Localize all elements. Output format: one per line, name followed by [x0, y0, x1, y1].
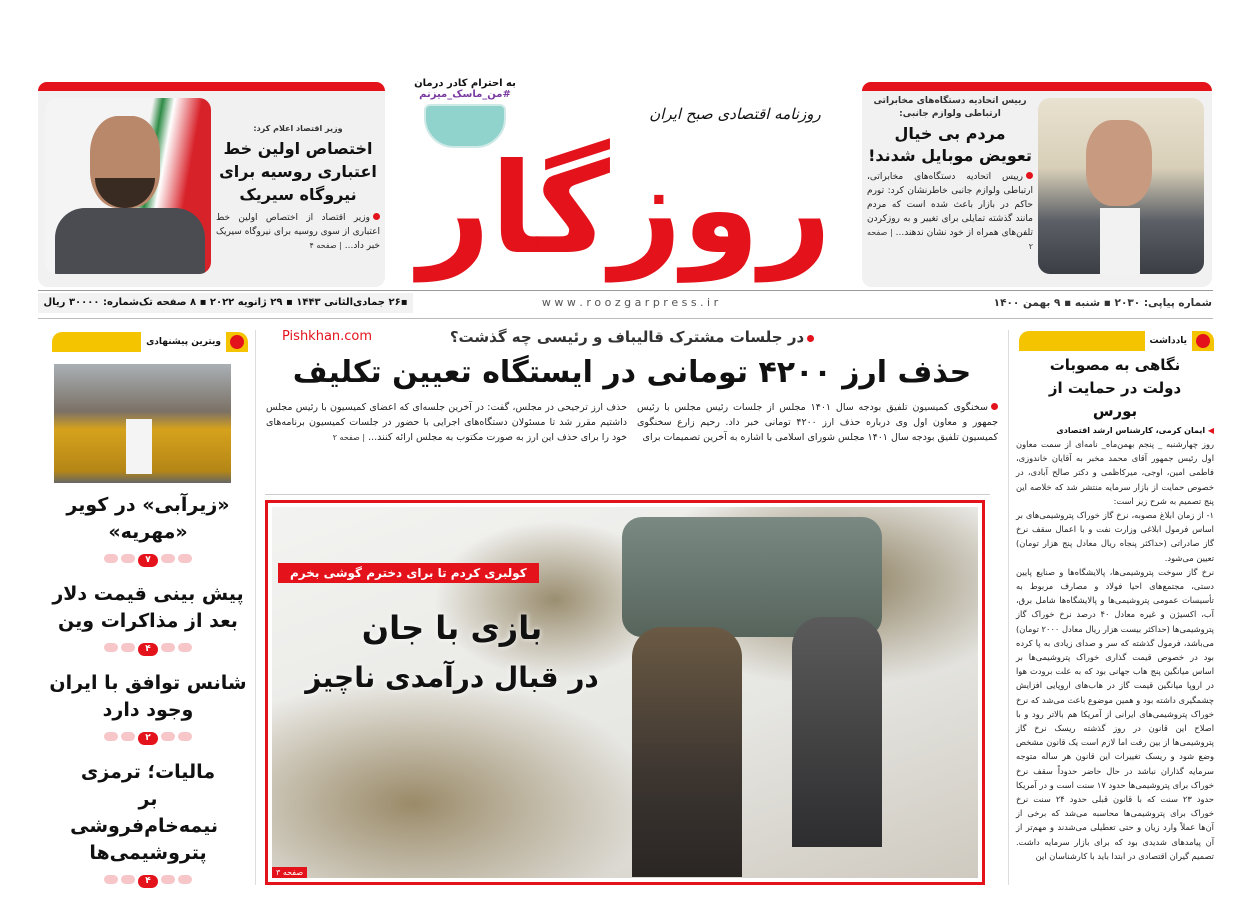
person-photo	[1038, 98, 1204, 274]
protest-photo	[54, 364, 231, 483]
lead-kicker: در جلسات مشترک قالیباف و رئیسی چه گذشت؟	[449, 328, 805, 346]
newspaper-logo: روزگار	[418, 137, 832, 282]
story-tag: کولبری کردم تا برای دخترم گوشی بخرم	[278, 563, 539, 583]
headline: اختصاص اولین خط اعتباری روسیه برای نیروگاه سیریک	[219, 139, 377, 204]
lead-text-col2: حذف ارز ترجیحی در مجلس، گفت: در آخرین جلسه‌ای که اعضای کمیسیون با رئیس مجلس داشتیم مقرر شد تا مسئولان دستگاه‌های اجرایی با حضور در جلسات کمیسیون برنامه‌های خود را برای حذف این ارز به صورت مکتوب به مجلس ارائه کنند...	[266, 402, 627, 443]
section-header-editorial	[1019, 331, 1214, 351]
sidebar-item-title: مالیات؛ ترمزی بر نیمه‌خام‌فروشی پتروشیمی‌ها	[70, 761, 218, 864]
red-bar	[862, 82, 1212, 91]
top-left-story[interactable]	[38, 82, 385, 287]
section-header-recommended	[52, 332, 248, 352]
sidebar-item[interactable]	[48, 492, 248, 567]
page-ref: | صفحه ۴	[309, 241, 342, 250]
page-badge: ۴	[138, 875, 158, 888]
porter-photo	[272, 507, 978, 878]
lead-headline: حذف ارز ۴۲۰۰ تومانی در ایستگاه تعیین تکلیف	[292, 355, 972, 390]
editorial-headline: نگاهی به مصوبات دولت در حمایت از بورس	[1048, 356, 1182, 420]
kicker: رییس اتحادیه دستگاه‌های مخابراتی ارتباطی ولوازم جانبی:	[873, 96, 1027, 119]
issue-info: شماره پیاپی: ۲۰۳۰ ▪ شنبه ▪ ۹ بهمن ۱۴۰۰	[993, 297, 1212, 309]
story-headline: بازی با جان در قبال درآمدی ناچیز	[305, 609, 599, 694]
person-photo	[45, 98, 211, 274]
summary: وزیر اقتصاد از اختصاص اولین خط اعتباری از سوی روسیه برای نیروگاه سیریک خبر داد...	[216, 213, 380, 251]
page-ref: صفحه ۳	[272, 867, 307, 878]
page-ref: | صفحه ۲	[332, 433, 366, 442]
section-title: یادداشت	[1145, 331, 1192, 351]
paragraph: روز چهارشنبه _ پنجم بهمن‌ماه_ نامه‌ای از سمت معاون اول رئیس جمهور آقای محمد مخبر به آقایان خاندوزی، فاطمی امین، اوجی، میرکاظمی و دکتر صالح آبادی، در خصوص حمایت از بازار سرمایه منتشر شد که خلاصه این پنج تصمیم به شرح زیر است:	[1016, 439, 1214, 506]
porter-figure	[632, 627, 742, 877]
mask-hashtag: #من_ماسک_میزنم	[419, 89, 511, 100]
page-badge: ۷	[138, 554, 158, 567]
paragraph: ۱- از زمان ابلاغ مصوبه، نرخ گاز خوراک پتروشیمی‌های بر اساس فرمول ابلاغی وزارت نفت و با اعمال سقف نرخ گاز صادراتی (حداکثر پنجاه ریال معادل پنج هزار تومان) تعیین می‌شود.	[1016, 510, 1214, 563]
page-badge: ۲	[138, 732, 158, 745]
kicker: وزیر اقتصاد اعلام کرد:	[253, 124, 343, 133]
headline: مردم بی خیال تعویض موبایل شدند!	[868, 124, 1032, 165]
summary: رییس اتحادیه دستگاه‌های مخابراتی، ارتباطی ولوازم جانبی خاطرنشان کرد: تورم حاکم در بازار باعث شده است که مردم مانند گذشته تمایلی برای تغییر و به روزکردن تلفن‌های همراه از خود نشان ندهند...	[867, 172, 1034, 238]
photo-story[interactable]	[265, 500, 985, 885]
sidebar-item[interactable]	[48, 670, 248, 745]
section-icon	[230, 335, 244, 349]
top-right-story[interactable]	[862, 82, 1212, 287]
sidebar-item[interactable]	[48, 581, 248, 656]
sidebar-item-title: شانس توافق با ایران وجود دارد	[49, 672, 247, 721]
sidebar-list	[48, 492, 248, 902]
editorial[interactable]: نگاهی به مصوبات دولت در حمایت از بورس ◀ ایمان کرمی، کارشناس ارشد اقتصادی روز چهارشنبه _ پنجم بهمن‌ماه_ نامه‌ای از سمت معاون اول رئیس جمهور آقای محمد مخبر به آقایان خاندوزی، فاطمی امین، اوجی، میرکاظمی و دکتر صالح آبادی، در خصوص حمایت از بازار سرمایه منتشر شد که خلاصه این پنج تصمیم به شرح زیر است: ۱- از زمان ابلاغ مصوبه، نرخ گاز خوراک پتروشیمی‌های بر اساس فرمول ابلاغی وزارت نفت و با اعمال سقف نرخ گاز صادراتی (حداکثر پنجاه ریال معادل پنج هزار تومان) تعیین می‌شود. نرخ گاز سوخت پتروشیمی‌ها، پالایشگاه‌ها و صنایع پایین دستی، مجتمع‌های احیا فولاد و مصارف مربوط به تأسیسات عمومی پتروشیمی‌ها و پالایشگاه‌ها شامل برق، آب، اکسیژن و غیره معادل ۴۰ درصد نرخ خوراک گاز پتروشیمی‌ها (حداکثر بیست هزار ریال معادل ۲۰۰۰ تومان) می‌باشد، فرمول گذشته که سر و صدای زیادی به پا کرده بود در خصوص قیمت گذاری خوراک پتروشیمی‌ها بر اساس میانگین پنج هاب جهانی بود که به علت برودت هوا در اروپا میانگین قیمت گاز در هاب‌های اروپایی افزایش چشمگیری داشته بود و همین موضوع باعث می‌شد که نرخ خوراک پتروشیمی‌های ایرانی از آمریکا هم بالاتر رود و با اصلاح این قانون در روز گذشته ریسک نرخ گاز پتروشیمی‌ها از بین رفت اما لازم است یک قانون مشخص وضع شود و ریسک تغییرات این قانون هر ساله متوجه سرمایه گذاران نباشد در حال حاضر حدوداً سقف نرخ خوراک برای پتروشیمی‌ها حدود ۱۷ سنت است و در آمریکا حدود ۲۳ سنت که با قانون قبلی حدود ۲۴ سنت نرخ خوراک برای پتروشیمی‌ها محاسبه می‌شد که برخی از آن‌ها عملاً وارد زیان و حتی تعطیلی می‌شدند و مهم‌تر از آن پیامدهای شدیدی بود که برای بازار سرمایه داشت. تصمیم گیران اقتصادی در ابتدا باید با کارشناسان این	[1016, 354, 1214, 863]
section-title: ویترین پیشنهادی	[141, 332, 226, 352]
lead-text-col1: سخنگوی کمیسیون تلفیق بودجه سال ۱۴۰۱ مجلس از جلسات رئیس مجلس با رئیس جمهور و معاون اول وی درباره حذف ارز ۴۲۰۰ تومانی خبر داد. رحیم زارع سخنگوی کمیسیون تلفیق بودجه سال ۱۴۰۱ مجلس شورای اسلامی با اشاره به آخرین تصمیمات برای	[637, 402, 998, 443]
mask-title: به احترام کادر درمان	[414, 78, 516, 89]
website-url[interactable]: w w w . r o o z g a r p r e s s . i r	[541, 296, 719, 309]
page-ref: | صفحه ۲	[867, 228, 1033, 251]
sidebar-item-title: «زیرآبی» در کویر «مهریه»	[66, 494, 230, 543]
watermark: Pishkhan.com	[282, 329, 373, 344]
page-badge: ۴	[138, 643, 158, 656]
date-info: ▪۲۶ جمادی‌الثانی ۱۴۴۳ ▪ ۲۹ ژانویه ۲۰۲۲ ▪ ۸ صفحه تک‌شماره: ۳۰۰۰۰ ریال	[38, 293, 413, 313]
sidebar-item[interactable]	[48, 759, 248, 888]
red-bar	[38, 82, 385, 91]
tagline: روزنامه اقتصادی صبح ایران	[649, 105, 821, 123]
lead-story[interactable]	[262, 324, 1002, 445]
section-icon	[1196, 334, 1210, 348]
author: ایمان کرمی، کارشناس ارشد اقتصادی	[1056, 426, 1206, 435]
sidebar-item-title: پیش بینی قیمت دلار بعد از مذاکرات وین	[52, 583, 244, 632]
paragraph: نرخ گاز سوخت پتروشیمی‌ها، پالایشگاه‌ها و صنایع پایین دستی، مجتمع‌های احیا فولاد و مصارف مربوط به تأسیسات عمومی پتروشیمی‌ها و پالایشگاه‌ها شامل برق، آب، اکسیژن و غیره معادل ۴۰ درصد نرخ خوراک گاز پتروشیمی‌ها (حداکثر بیست هزار ریال معادل ۲۰۰۰ تومان) می‌باشد، فرمول گذشته که سر و صدای زیادی به پا کرده بود در خصوص قیمت گذاری خوراک پتروشیمی‌ها بر اساس میانگین پنج هاب جهانی بود که به علت برودت هوا در اروپا میانگین قیمت گاز در هاب‌های اروپایی افزایش چشمگیری داشته بود و همین موضوع باعث می‌شد که نرخ خوراک پتروشیمی‌های ایرانی از آمریکا هم بالاتر رود و با اصلاح این قانون در روز گذشته ریسک نرخ گاز پتروشیمی‌ها از بین رفت اما لازم است یک قانون مشخص وضع شود و ریسک تغییرات این قانون هر ساله متوجه سرمایه گذاران نباشد در حال حاضر حدوداً سقف نرخ خوراک برای پتروشیمی‌ها حدود ۱۷ سنت است و در آمریکا حدود ۲۳ سنت که با قانون قبلی حدود ۲۴ سنت نرخ خوراک برای پتروشیمی‌ها محاسبه می‌شد که برخی از آن‌ها عملاً وارد زیان و حتی تعطیلی می‌شدند و مهم‌تر از آن پیامدهای شدیدی بود که برای بازار سرمایه داشت. تصمیم گیران اقتصادی در ابتدا باید با کارشناسان این	[1016, 566, 1215, 861]
